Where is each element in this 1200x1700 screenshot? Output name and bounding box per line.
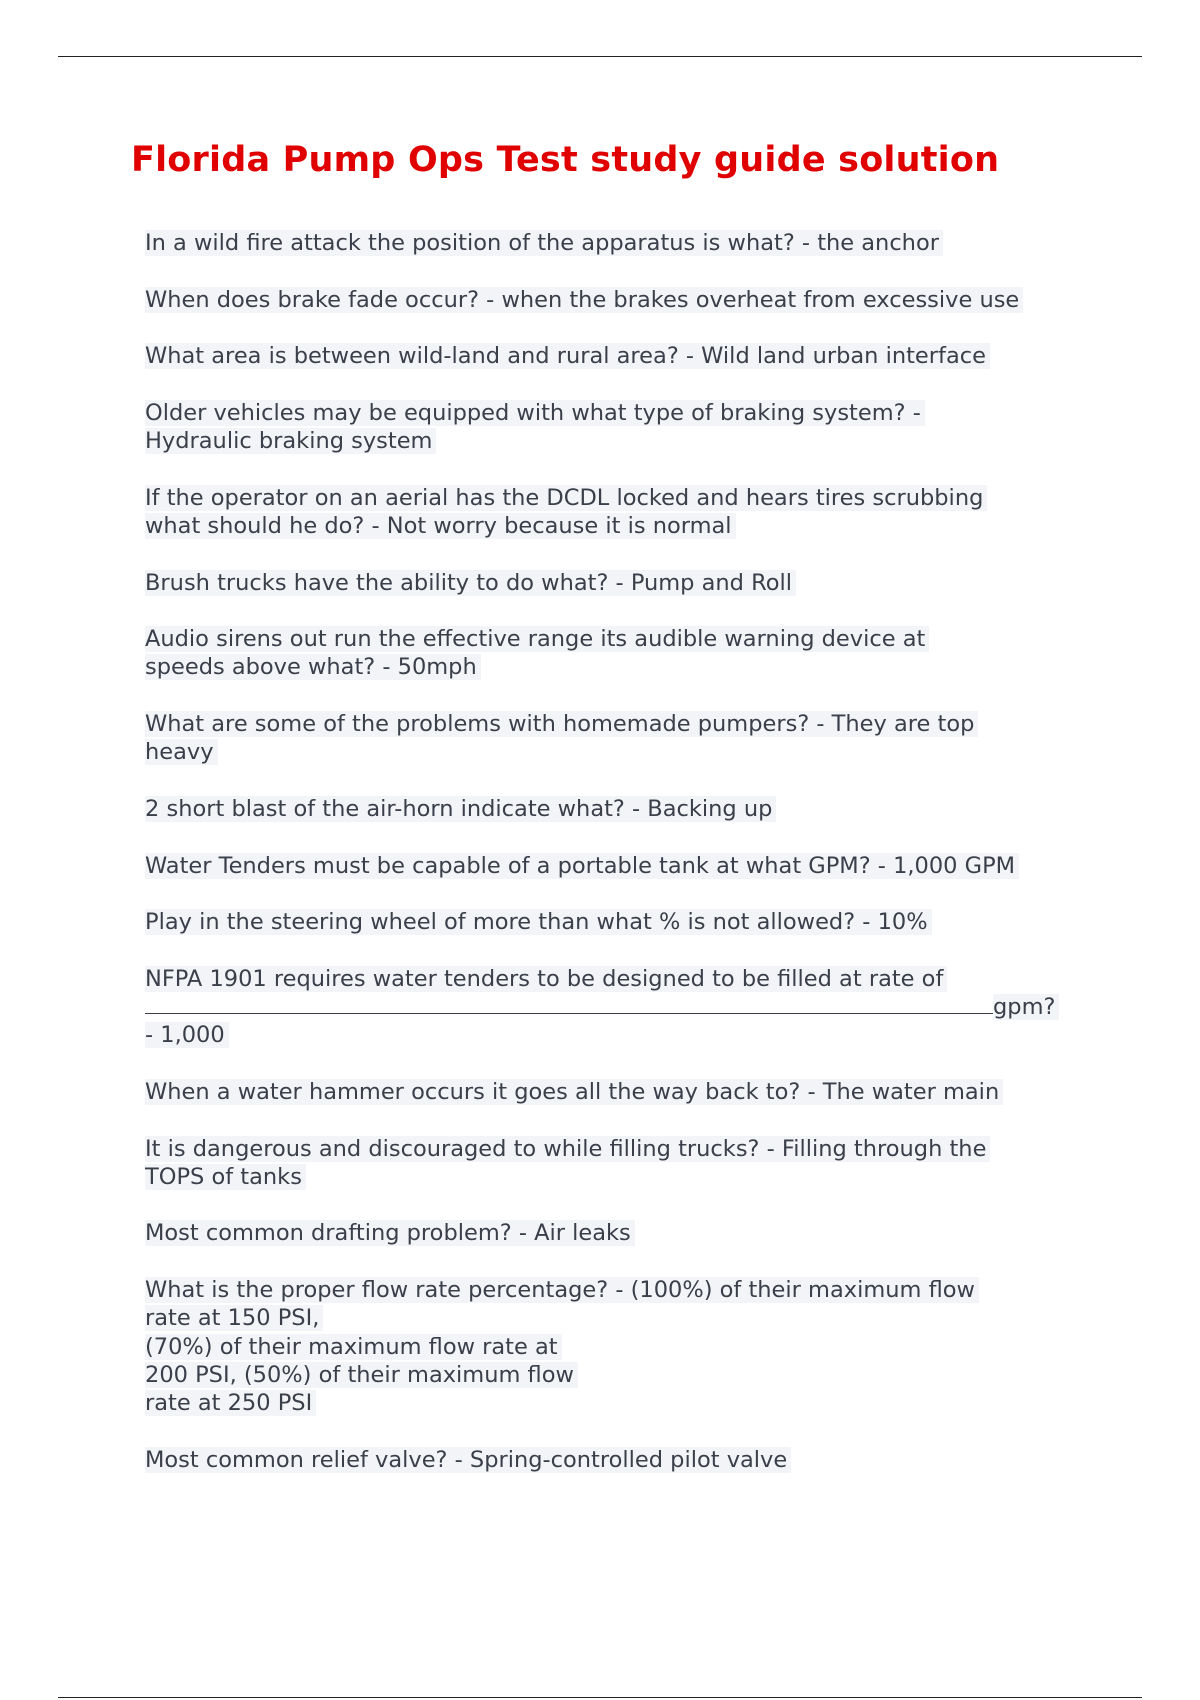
qa-item (145, 1276, 1105, 1417)
qa-line: It is dangerous and discouraged to while filling trucks? - Filling through the (145, 1136, 990, 1162)
qa-line: speeds above what? - 50mph (145, 654, 481, 680)
qa-line: Water Tenders must be capable of a portable tank at what GPM? - 1,000 GPM (145, 853, 1019, 879)
top-rule (58, 56, 1142, 57)
qa-line: What are some of the problems with homemade pumpers? - They are top (145, 711, 978, 737)
qa-item-fill-blank (145, 965, 1105, 1050)
qa-item (145, 1135, 1105, 1192)
qa-item (145, 342, 1105, 370)
qa-line: (70%) of their maximum flow rate at (145, 1334, 562, 1360)
qa-line: rate at 250 PSI (145, 1390, 316, 1416)
qa-line: rate at 150 PSI, (145, 1305, 323, 1331)
qa-line: Audio sirens out run the effective range its audible warning device at (145, 626, 929, 652)
qa-item (145, 1078, 1105, 1106)
qa-line: When does brake fade occur? - when the brakes overheat from excessive use (145, 287, 1023, 313)
qa-list (145, 229, 1105, 1502)
qa-line: 2 short blast of the air-horn indicate what? - Backing up (145, 796, 776, 822)
qa-line: Most common drafting problem? - Air leaks (145, 1220, 635, 1246)
qa-line: In a wild fire attack the position of the apparatus is what? - the anchor (145, 230, 943, 256)
qa-line: - 1,000 (145, 1022, 229, 1048)
qa-line: Brush trucks have the ability to do what? - Pump and Roll (145, 570, 796, 596)
qa-line: Play in the steering wheel of more than what % is not allowed? - 10% (145, 909, 932, 935)
qa-item (145, 484, 1105, 541)
bottom-rule (58, 1697, 1142, 1698)
qa-item (145, 286, 1105, 314)
qa-line: NFPA 1901 requires water tenders to be designed to be filled at rate of (145, 966, 947, 992)
qa-line: If the operator on an aerial has the DCDL locked and hears tires scrubbing (145, 485, 987, 511)
qa-line: heavy (145, 739, 218, 765)
qa-item (145, 908, 1105, 936)
qa-item (145, 795, 1105, 823)
qa-line: When a water hammer occurs it goes all the way back to? - The water main (145, 1079, 1003, 1105)
qa-item (145, 625, 1105, 682)
fill-in-blank-line (145, 993, 993, 1014)
qa-line: What is the proper flow rate percentage? - (100%) of their maximum flow (145, 1277, 979, 1303)
qa-item (145, 1446, 1105, 1474)
qa-item (145, 569, 1105, 597)
qa-line: 200 PSI, (50%) of their maximum flow (145, 1362, 578, 1388)
document-title: Florida Pump Ops Test study guide solution (131, 140, 1000, 180)
qa-line: TOPS of tanks (145, 1164, 306, 1190)
qa-line: What area is between wild-land and rural area? - Wild land urban interface (145, 343, 990, 369)
qa-line: what should he do? - Not worry because it is normal (145, 513, 736, 539)
qa-line: Hydraulic braking system (145, 428, 436, 454)
qa-line: gpm? (993, 994, 1059, 1020)
qa-item (145, 229, 1105, 257)
qa-item (145, 710, 1105, 767)
qa-item (145, 852, 1105, 880)
qa-item (145, 399, 1105, 456)
qa-line: Most common relief valve? - Spring-controlled pilot valve (145, 1447, 791, 1473)
qa-line: Older vehicles may be equipped with what type of braking system? - (145, 400, 925, 426)
qa-item (145, 1219, 1105, 1247)
